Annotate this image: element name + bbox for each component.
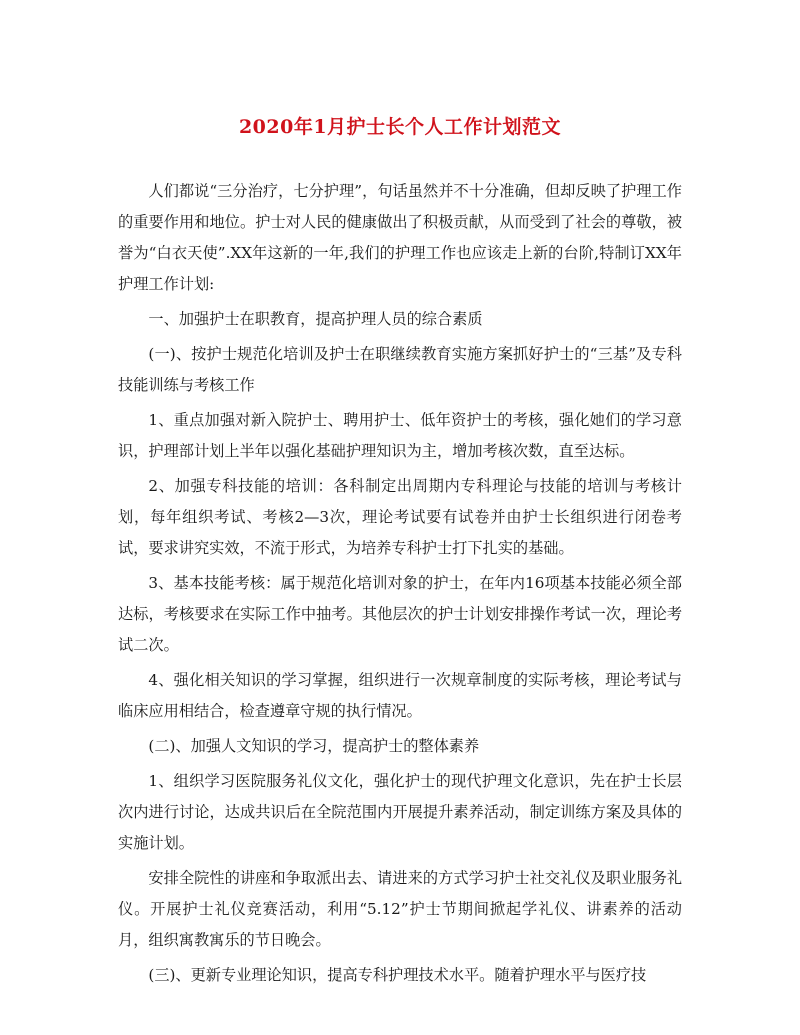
section-heading-1: 一、加强护士在职教育，提高护理人员的综合素质 [148,310,483,328]
document-body [118,176,682,995]
paragraph-item-5: 1、组织学习医院服务礼仪文化，强化护士的现代护理文化意识，先在护士长层次内进行讨论，达成共识后在全院范围内开展提升素养活动，制定训练方案及具体的实施计划。 [118,772,682,852]
subsection-heading-1: (一)、按护士规范化培训及护士在职继续教育实施方案抓好护士的“三基”及专科技能训练与考核工作 [118,345,682,394]
paragraph-item-2: 2、加强专科技能的培训：各科制定出周期内专科理论与技能的培训与考核计划，每年组织考试、考核2—3次，理论考试要有试卷并由护士长组织进行闭卷考试，要求讲究实效，不流于形式，为培养专科护士打下扎实的基础。 [118,477,682,557]
paragraph-item-1: 1、重点加强对新入院护士、聘用护士、低年资护士的考核，强化她们的学习意识，护理部计划上半年以强化基础护理知识为主，增加考核次数，直至达标。 [118,411,682,460]
document-title: 2020年1月护士长个人工作计划范文 [238,116,562,138]
paragraph-item-3: 3、基本技能考核：属于规范化培训对象的护士，在年内16项基本技能必须全部达标，考核要求在实际工作中抽考。其他层次的护士计划安排操作考试一次，理论考试二次。 [118,574,682,654]
subsection-heading-2: (二)、加强人文知识的学习，提高护士的整体素养 [148,737,480,755]
subsection-heading-3: (三)、更新专业理论知识，提高专科护理技术水平。随着护理水平与医疗技 [148,966,647,984]
paragraph-item-6: 安排全院性的讲座和争取派出去、请进来的方式学习护士社交礼仪及职业服务礼仪。开展护士礼仪竞赛活动，利用“5.12”护士节期间掀起学礼仪、讲素养的活动月，组织寓教寓乐的节日晚会。 [118,869,682,949]
paragraph-intro: 人们都说“三分治疗，七分护理”，句话虽然并不十分准确，但却反映了护理工作的重要作用和地位。护士对人民的健康做出了积极贡献，从而受到了社会的尊敬，被誉为“白衣天使”.XX年这新的一年,我们的护理工作也应该走上新的台阶,特制订XX年护理工作计划: [118,182,682,293]
paragraph-item-4: 4、强化相关知识的学习掌握，组织进行一次规章制度的实际考核，理论考试与临床应用相结合，检查遵章守规的执行情况。 [118,671,682,720]
